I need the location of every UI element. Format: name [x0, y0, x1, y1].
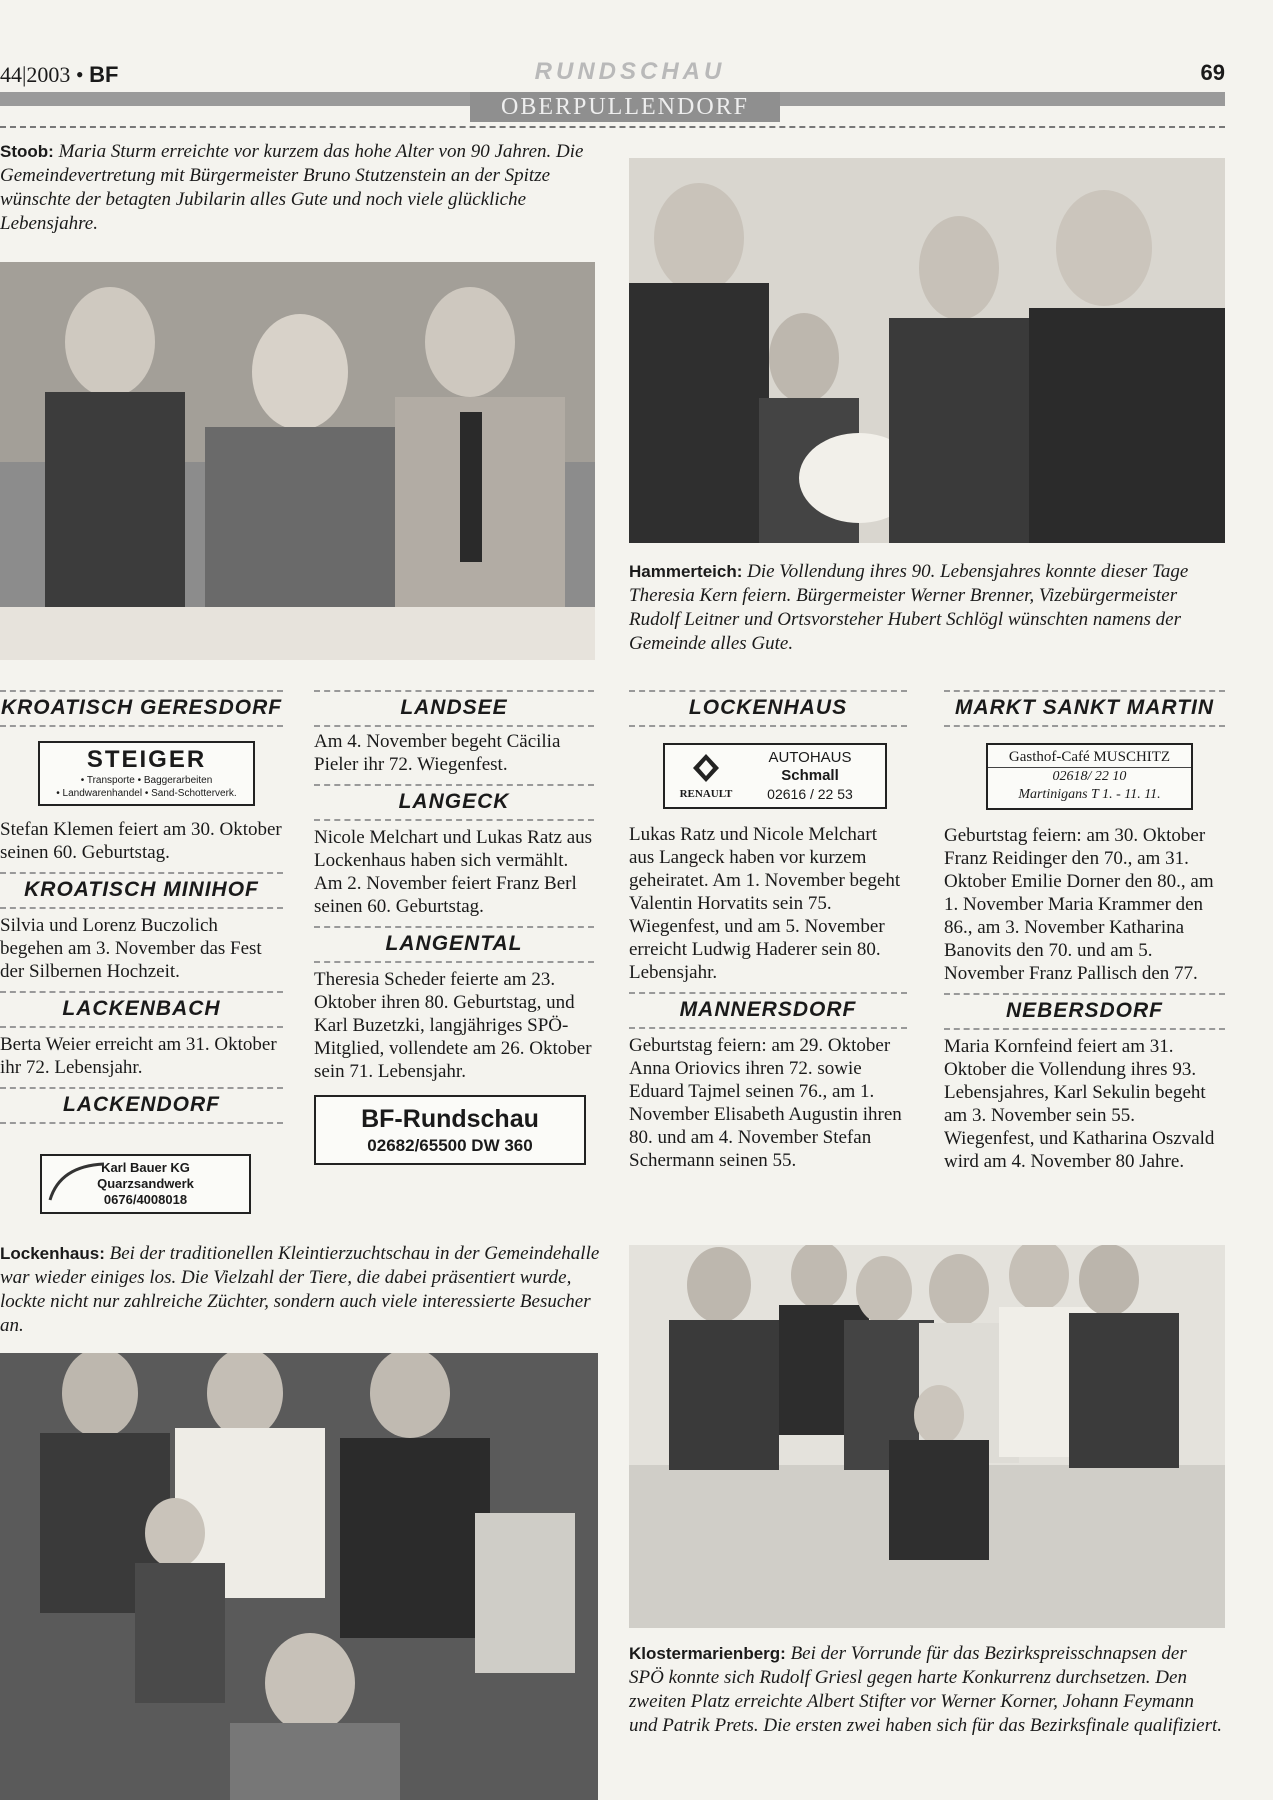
heading-lockenhaus: LOCKENHAUS — [629, 690, 907, 727]
region-title: OBERPULLENDORF — [470, 92, 780, 122]
ad-bauer-line3: 0676/4008018 — [103, 1192, 188, 1207]
ad-autohaus-schmall — [663, 743, 887, 809]
ad-bf-line1: BF-Rundschau — [361, 1105, 539, 1133]
ad-steiger-line2: • Landwarenhandel • Sand-Schotterverk. — [56, 788, 237, 799]
klostermarienberg-caption — [629, 1642, 1225, 1738]
heading-lackenbach: LACKENBACH — [0, 991, 283, 1028]
text-markt-sankt-martin: Geburtstag feiern: am 30. Oktober Franz Reidinger den 70., am 31. Oktober Emilie Dorner den 80., am 1. November Maria Krammer den 86., am 3. November Katharina Banovits den 70. und am 5. November Franz Pallisch den 77. — [944, 825, 1214, 984]
swoosh-logo-icon — [46, 1160, 106, 1204]
issue-info — [0, 62, 118, 88]
stoob-photo — [0, 262, 595, 660]
text-kroatisch-minihof: Silvia und Lorenz Buczolich begehen am 3. November das Fest der Silbernen Hochzeit. — [0, 915, 262, 982]
text-lockenhaus: Lukas Ratz und Nicole Melchart aus Langeck haben vor kurzem geheiratet. Am 1. November begeht Valentin Horvatits sein 75. Wiegenfest, und am 5. November erreicht Ludwig Haderer sein 80. Lebensjahr. — [629, 824, 901, 983]
section-title: RUNDSCHAU — [534, 58, 726, 85]
ad-bf-rundschau — [314, 1095, 586, 1165]
heading-markt-sankt-martin: MARKT SANKT MARTIN — [944, 690, 1225, 727]
text-mannersdorf: Geburtstag feiern: am 29. Oktober Anna Oriovics ihren 72. sowie Eduard Tajmel seinen 76., am 1. November Elisabeth Augustin ihren 80. und am 4. November Stefan Schermann seinen 55. — [629, 1035, 902, 1171]
renault-brand-label: RENAULT — [679, 787, 733, 800]
text-landsee: Am 4. November begeht Cäcilia Pieler ihr 72. Wiegenfest. — [314, 731, 561, 775]
text-nebersdorf: Maria Kornfeind feiert am 31. Oktober die Vollendung ihres 93. Lebensjahres, Karl Sekulin begeht am 3. November sein 55. Wiegenfest, und Katharina Oszvald wird am 4. November 80 Jahre. — [944, 1036, 1215, 1172]
hammerteich-text: Die Vollendung ihres 90. Lebensjahres konnte dieser Tage Theresia Kern feiern. Bürgermeister Werner Brenner, Vizebürgermeister Rudolf Leitner und Ortsvorsteher Hubert Schlögl wünschten namens der Gemeinde alles Gute. — [629, 561, 1189, 654]
ad-bauer-line1: Karl Bauer KG — [101, 1160, 190, 1175]
renault-logo-icon — [692, 753, 720, 783]
page-number: 69 — [1200, 60, 1225, 85]
ad-steiger-name: STEIGER — [86, 746, 207, 773]
heading-kroatisch-geresdorf: KROATISCH GERESDORF — [0, 690, 283, 727]
hammerteich-photo — [629, 158, 1225, 543]
column-1 — [0, 690, 283, 1214]
renault-brand — [671, 753, 741, 800]
ad-renault-line2: Schmall — [781, 767, 839, 784]
lockenhaus-show-place: Lockenhaus: — [0, 1244, 105, 1263]
text-kroatisch-geresdorf: Stefan Klemen feiert am 30. Oktober seinen 60. Geburtstag. — [0, 819, 282, 863]
heading-nebersdorf: NEBERSDORF — [944, 993, 1225, 1030]
ad-steiger-line1: • Transporte • Baggerarbeiten — [80, 775, 213, 786]
text-langeck: Nicole Melchart und Lukas Ratz aus Lockenhaus haben sich vermählt. Am 2. November feiert Franz Berl seinen 60. Geburtstag. — [314, 827, 593, 917]
heading-landsee: LANDSEE — [314, 690, 594, 727]
text-lackenbach: Berta Weier erreicht am 31. Oktober ihr 72. Lebensjahr. — [0, 1034, 277, 1078]
ad-renault-line3: 02616 / 22 53 — [767, 786, 853, 802]
column-4 — [944, 690, 1225, 1173]
heading-mannersdorf: MANNERSDORF — [629, 992, 907, 1029]
heading-langeck: LANGECK — [314, 784, 594, 821]
heading-kroatisch-minihof: KROATISCH MINIHOF — [0, 872, 283, 909]
ad-renault-line1: AUTOHAUS — [768, 749, 852, 766]
column-2 — [314, 690, 594, 1165]
stoob-caption — [0, 140, 600, 236]
ad-gasthof-muschitz — [986, 743, 1193, 810]
hammerteich-place: Hammerteich: — [629, 562, 743, 581]
hammerteich-caption — [629, 560, 1225, 656]
stoob-text: Maria Sturm erreichte vor kurzem das hohe Alter von 90 Jahren. Die Gemeindevertretung mit Bürgermeister Bruno Stutzenstein an der Spitze wünschte der betagten Jubilarin alles Gute und noch viele glückliche Lebensjahre. — [0, 141, 584, 234]
heading-langental: LANGENTAL — [314, 926, 594, 963]
header-divider — [0, 126, 1225, 128]
ad-karl-bauer — [40, 1154, 251, 1214]
column-3 — [629, 690, 907, 1172]
ad-bauer-line2: Quarzsandwerk — [97, 1176, 194, 1191]
klostermarienberg-text: Bei der Vorrunde für das Bezirkspreisschnapsen der SPÖ konnte sich Rudolf Griesl gegen harte Konkurrenz durchsetzen. Den zweiten Platz erreichte Albert Stifter vor Werner Korner, Johann Feymann und Patrik Prets. Die ersten zwei haben sich für das Bezirksfinale qualifiziert. — [629, 1643, 1222, 1736]
heading-lackendorf: LACKENDORF — [0, 1087, 283, 1124]
issue-number: 44|2003 • — [0, 62, 84, 87]
klostermarienberg-photo — [629, 1245, 1225, 1628]
autohaus-text — [741, 749, 879, 803]
lockenhaus-show-text: Bei der traditionellen Kleintierzuchtschau in der Gemeindehalle war wieder einiges los. Die Vielzahl der Tiere, die dabei präsentiert wurde, lockte nicht nur zahlreiche Züchter, sondern auch viele interessierte Besucher an. — [0, 1243, 600, 1336]
ad-steiger — [38, 741, 255, 806]
stoob-place: Stoob: — [0, 142, 54, 161]
ad-muschitz-line1: Gasthof-Café MUSCHITZ — [988, 748, 1191, 768]
text-langental: Theresia Scheder feierte am 23. Oktober ihren 80. Geburtstag, und Karl Buzetzki, langjähriges SPÖ-Mitglied, vollendete am 26. Oktober sein 71. Lebensjahr. — [314, 969, 592, 1082]
paper-name: BF — [89, 62, 119, 87]
lockenhaus-show-photo — [0, 1353, 598, 1800]
ad-bf-line2: 02682/65500 DW 360 — [367, 1136, 533, 1155]
ad-muschitz-line3: Martinigans T 1. - 11. 11. — [1018, 787, 1161, 802]
lockenhaus-show-caption — [0, 1242, 600, 1338]
ad-muschitz-line2: 02618/ 22 10 — [1052, 769, 1127, 784]
klostermarienberg-place: Klostermarienberg: — [629, 1644, 786, 1663]
